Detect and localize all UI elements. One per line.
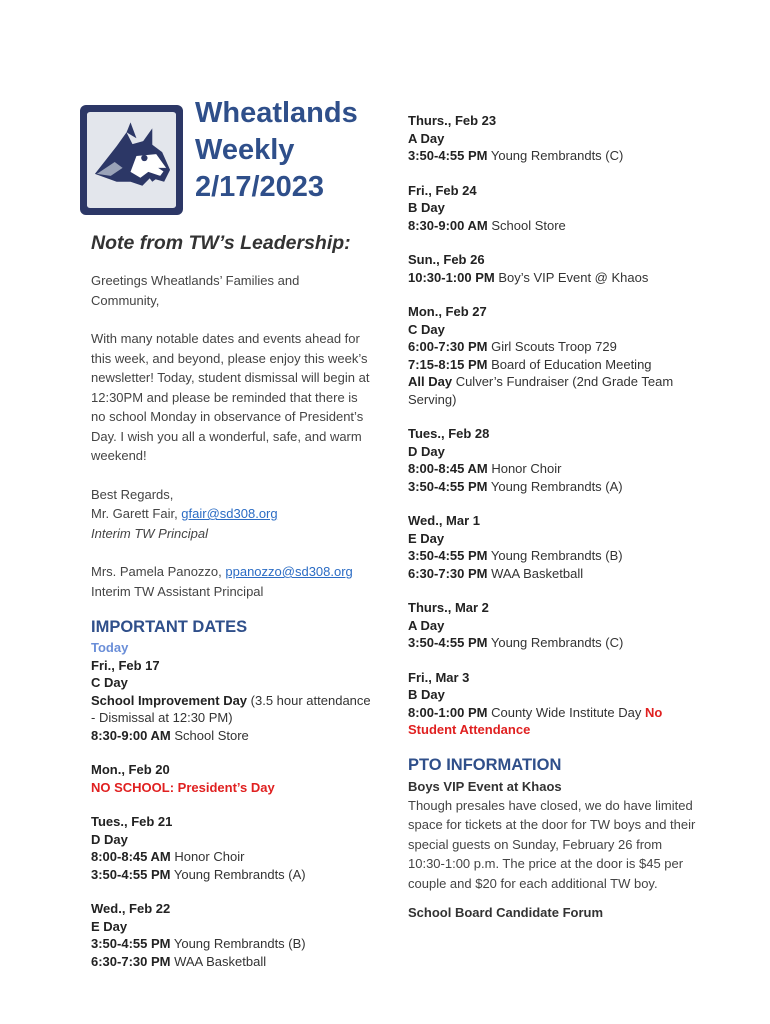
sig2-email-link[interactable]: ppanozzo@sd308.org: [225, 564, 353, 579]
date-label: Thurs., Mar 2: [408, 600, 489, 615]
date-label: Thurs., Feb 23: [408, 113, 497, 128]
event-time: School Improvement Day: [91, 692, 248, 708]
event-time: All Day: [408, 374, 453, 389]
date-block-wed-feb22: [91, 900, 371, 970]
day-label: E Day: [91, 918, 128, 934]
date-label: Mon., Feb 27: [408, 304, 487, 319]
date-block-thurs-feb23: [408, 112, 698, 165]
day-label: C Day: [91, 675, 128, 690]
date-label: Fri., Feb 24: [408, 182, 477, 198]
sig1-title: Interim TW Principal: [91, 525, 209, 541]
event-time: 6:00-7:30 PM: [408, 339, 488, 354]
event-time: 8:30-9:00 AM: [91, 727, 171, 743]
note-greeting: Greetings Wheatlands’ Families and Community,: [91, 273, 300, 308]
event-time: 8:00-8:45 AM: [408, 461, 488, 476]
date-label: Tues., Feb 28: [408, 426, 490, 441]
event-time: 3:50-4:55 PM: [408, 148, 488, 163]
title-date: 2/17/2023: [195, 171, 325, 203]
event-time: 3:50-4:55 PM: [408, 635, 488, 650]
signature-block-2: [91, 562, 371, 601]
day-label: B Day: [408, 200, 445, 215]
date-block-fri-mar3: [408, 669, 698, 739]
event-time: 8:00-1:00 PM: [408, 704, 488, 720]
title-line-2: Weekly: [195, 134, 295, 166]
event-time: 6:30-7:30 PM: [408, 565, 488, 581]
event-time: 7:15-8:15 PM: [408, 356, 488, 372]
date-label: Wed., Feb 22: [91, 901, 171, 916]
date-block-fri-feb24: [408, 182, 698, 235]
left-column: [91, 232, 371, 987]
signature-block-1: [91, 485, 371, 544]
event-text: Honor Choir: [170, 849, 245, 864]
event-time: 3:50-4:55 PM: [408, 478, 488, 494]
title-line-1: Wheatlands: [195, 97, 358, 129]
closing: Best Regards,: [91, 486, 174, 502]
sig2-title: Interim TW Assistant Principal: [91, 583, 264, 599]
event-time: 10:30-1:00 PM: [408, 269, 495, 285]
date-block-sun-feb26: [408, 251, 698, 286]
event-time: 8:30-9:00 AM: [408, 217, 488, 233]
date-label: Wed., Mar 1: [408, 513, 481, 528]
date-block-mon-feb27: [408, 303, 698, 408]
sig2-name: Mrs. Pamela Panozzo,: [91, 564, 226, 579]
event-text: Young Rembrandts (A): [487, 478, 623, 494]
event-time: 6:30-7:30 PM: [91, 953, 171, 969]
date-block-fri-feb17: [91, 657, 371, 745]
pto-subheading-forum: School Board Candidate Forum: [408, 905, 604, 920]
date-block-wed-mar1: [408, 512, 698, 582]
important-dates-heading: IMPORTANT DATES: [91, 618, 248, 636]
event-text: School Store: [170, 727, 249, 743]
note-body: With many notable dates and events ahead for this week, and beyond, please enjoy this week’s newsletter! Today, student dismissal will begin at 12:30PM and please be reminded that there is no school Monday in observance of President’s Day. I wish you all a wonderful, safe, and warm weekend!: [91, 331, 370, 463]
right-column: [408, 112, 698, 922]
event-text: Boy’s VIP Event @ Khaos: [494, 269, 649, 285]
event-text: (3.5 hour attendance - Dismissal at 12:30 PM): [91, 692, 371, 725]
note-heading: Note from TW’s Leadership:: [91, 232, 351, 254]
event-text: Girl Scouts Troop 729: [487, 339, 617, 354]
day-label: D Day: [408, 443, 445, 459]
date-block-tues-feb28: [408, 425, 698, 495]
event-text: Young Rembrandts (A): [170, 866, 306, 882]
today-label: Today: [91, 640, 129, 655]
day-label: C Day: [408, 321, 445, 337]
husky-mascot-icon: [87, 112, 176, 208]
date-label: Tues., Feb 21: [91, 814, 173, 829]
sig1-name: Mr. Garett Fair,: [91, 506, 182, 521]
day-label: A Day: [408, 617, 445, 633]
event-text: Honor Choir: [487, 461, 562, 476]
event-time: 3:50-4:55 PM: [91, 866, 171, 882]
event-time: 8:00-8:45 AM: [91, 849, 171, 864]
event-text: WAA Basketball: [487, 565, 584, 581]
day-label: A Day: [408, 130, 445, 146]
no-school-notice: NO SCHOOL: President’s Day: [91, 779, 275, 795]
pto-heading: PTO INFORMATION: [408, 755, 562, 774]
event-time: 3:50-4:55 PM: [91, 936, 171, 951]
day-label: B Day: [408, 687, 445, 702]
date-label: Sun., Feb 26: [408, 252, 485, 267]
date-label: Mon., Feb 20: [91, 762, 170, 777]
date-label: Fri., Mar 3: [408, 669, 470, 685]
date-block-thurs-mar2: [408, 599, 698, 652]
date-label: Fri., Feb 17: [91, 657, 160, 673]
no-attendance-notice: No Student Attendance: [408, 704, 663, 737]
event-text: WAA Basketball: [170, 953, 267, 969]
day-label: E Day: [408, 530, 445, 546]
pto-subheading-vip: Boys VIP Event at Khaos: [408, 778, 562, 794]
date-block-tues-feb21: [91, 813, 371, 883]
event-text: County Wide Institute Day: [487, 704, 645, 720]
event-text: Young Rembrandts (B): [487, 548, 623, 563]
newsletter-title: [195, 95, 395, 206]
event-text: Young Rembrandts (C): [487, 635, 624, 650]
event-text: School Store: [487, 217, 566, 233]
event-text: Culver’s Fundraiser (2nd Grade Team Serving): [408, 374, 674, 407]
pto-vip-text: Though presales have closed, we do have limited space for tickets at the door for TW boys and their special guests on Sunday, February 26 from 10:30-1:00 p.m. The price at the door is $45 per couple and $20 for each additional TW boy.: [408, 797, 696, 891]
sig1-email-link[interactable]: gfair@sd308.org: [181, 506, 278, 521]
date-block-mon-feb20: [91, 761, 371, 796]
school-logo: [80, 105, 183, 215]
event-text: Board of Education Meeting: [487, 356, 652, 372]
event-text: Young Rembrandts (B): [170, 936, 306, 951]
event-time: 3:50-4:55 PM: [408, 548, 488, 563]
day-label: D Day: [91, 831, 128, 847]
event-text: Young Rembrandts (C): [487, 148, 624, 163]
